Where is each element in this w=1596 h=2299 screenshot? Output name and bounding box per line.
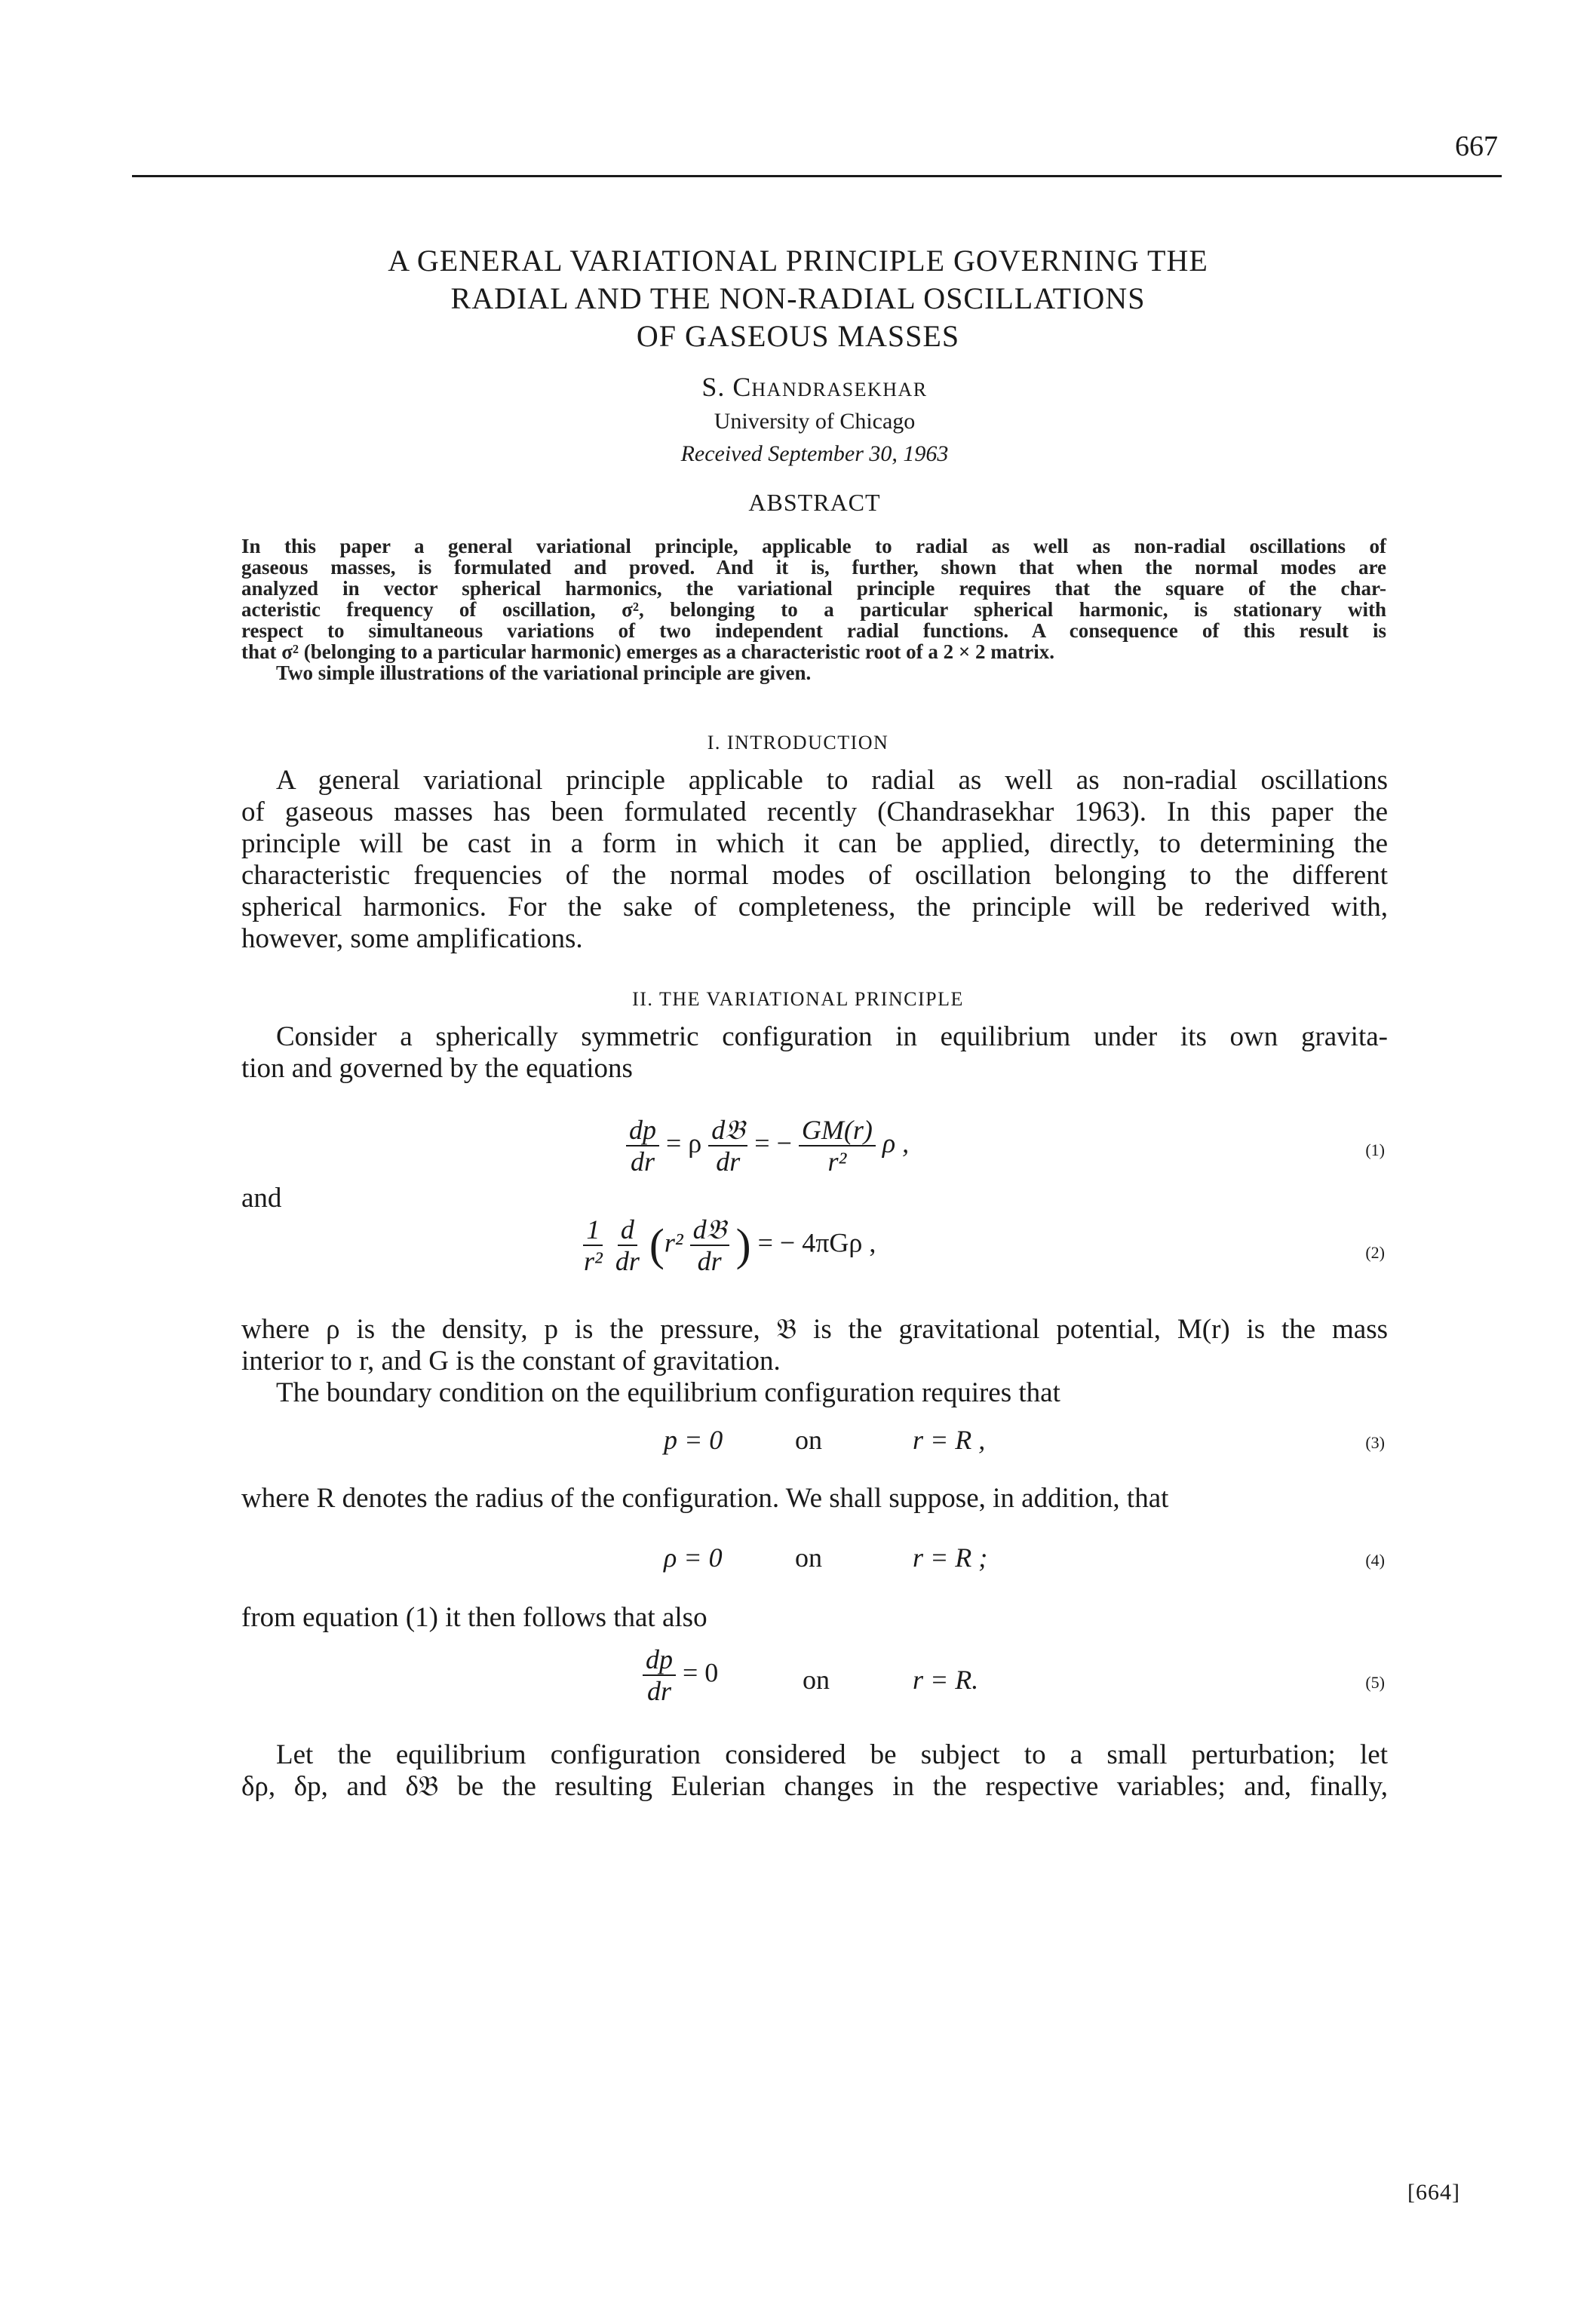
equation-number: (4) [1365,1551,1385,1570]
equation-5 [643,1644,718,1706]
denominator: dr [630,1146,655,1177]
body-line: The boundary condition on the equilibrium configuration requires that [276,1377,1060,1408]
equation-1 [626,1115,909,1177]
denominator: dr [716,1146,741,1177]
body-line: from equation (1) it then follows that also [241,1602,707,1633]
denominator: dr [697,1246,722,1276]
and-word: and [241,1183,282,1214]
equation-3-condition: r = R , [913,1425,986,1455]
page-number: 667 [1455,130,1498,162]
right-paren: ) [735,1220,751,1270]
body-line: Let the equilibrium configuration considered be subject to a small perturbation; let [276,1739,1388,1770]
intro-line: however, some amplifications. [241,923,583,954]
footer-code: [664] [1407,2180,1460,2205]
numerator: 1 [583,1214,603,1246]
abstract-line: In this paper a general variational principle, applicable to radial as well as non-radial oscillations of [241,535,1386,557]
abstract-line: Two simple illustrations of the variational principle are given. [276,661,812,684]
operator: = − [754,1128,799,1159]
numerator: d𝔅 [690,1214,729,1246]
rho-symbol: ρ , [882,1128,910,1159]
equation-3-on: on [795,1425,822,1455]
abstract-line: gaseous masses, is formulated and proved. And it is, further, shown that when the normal modes are [241,556,1386,579]
fraction [799,1115,876,1177]
numerator: GM(r) [799,1115,876,1146]
fraction [612,1214,643,1276]
r-squared: r² [664,1227,690,1258]
intro-line: principle will be cast in a form in which it can be applied, directly, to determining the [241,828,1388,859]
intro-line: of gaseous masses has been formulated recently (Chandrasekhar 1963). In this paper the [241,797,1388,827]
title-line-1: A GENERAL VARIATIONAL PRINCIPLE GOVERNING THE [388,244,1208,278]
equation-3-lhs: p = 0 [664,1425,723,1455]
equation-rhs: = − 4πGρ , [757,1227,876,1258]
intro-line: spherical harmonics. For the sake of completeness, the principle will be rederived with, [241,892,1388,922]
fraction [626,1115,659,1177]
body-line: where ρ is the density, p is the pressure, 𝔅 is the gravitational potential, M(r) is the mass [241,1314,1388,1345]
title-line-3: OF GASEOUS MASSES [636,319,960,353]
equation-5-condition: r = R. [913,1665,979,1695]
numerator: dp [643,1644,676,1676]
author-surname: HANDRASEKHAR [751,379,928,401]
equation-5-on: on [803,1665,830,1695]
body-line: interior to r, and G is the constant of gravitation. [241,1346,781,1377]
denominator: dr [646,1676,671,1706]
body-line: δρ, δp, and δ𝔅 be the resulting Eulerian changes in the respective variables; and, finally, [241,1771,1388,1802]
abstract-line: that σ² (belonging to a particular harmonic) emerges as a characteristic root of a 2 × 2 matrix. [241,640,1054,663]
section-heading-variational-principle: II. THE VARIATIONAL PRINCIPLE [632,988,964,1010]
denominator: dr [615,1246,640,1276]
received-date: Received September 30, 1963 [680,441,949,466]
affiliation: University of Chicago [714,409,916,434]
abstract-line: acteristic frequency of oscillation, σ², belonging to a particular spherical harmonic, is stationary with [241,598,1386,621]
abstract-line: analyzed in vector spherical harmonics, the variational principle requires that the square of the char- [241,577,1386,600]
equation-rhs: = 0 [683,1657,719,1688]
left-paren: ( [649,1220,664,1270]
intro-line: A general variational principle applicable to radial as well as non-radial oscillations [276,765,1388,796]
equation-4-condition: r = R ; [913,1542,988,1573]
author-initial: S. C [701,372,752,402]
abstract-line: respect to simultaneous variations of two independent radial functions. A consequence of this result is [241,619,1386,642]
fraction [708,1115,747,1177]
equation-number: (3) [1365,1433,1385,1452]
equation-2 [581,1214,876,1276]
header-rule [132,175,1502,177]
intro-line: characteristic frequencies of the normal modes of oscillation belonging to the different [241,860,1388,891]
fraction [581,1214,606,1276]
equation-number: (1) [1365,1140,1385,1159]
operator: = ρ [666,1128,709,1159]
section-heading-introduction: I. INTRODUCTION [707,732,889,754]
fraction [690,1214,729,1276]
abstract-heading: ABSTRACT [748,489,881,516]
numerator: dp [626,1115,659,1146]
title-line-2: RADIAL AND THE NON-RADIAL OSCILLATIONS [450,281,1146,315]
body-line: where R denotes the radius of the configuration. We shall suppose, in addition, that [241,1483,1169,1514]
author [241,371,1388,403]
equation-4-lhs: ρ = 0 [664,1542,723,1573]
equation-number: (2) [1365,1243,1385,1262]
numerator: d [618,1214,637,1246]
numerator: d𝔅 [708,1115,747,1146]
denominator: r² [827,1146,847,1177]
equation-4-on: on [795,1542,822,1573]
denominator: r² [584,1246,603,1276]
body-line: tion and governed by the equations [241,1053,633,1084]
equation-number: (5) [1365,1673,1385,1692]
body-line: Consider a spherically symmetric configuration in equilibrium under its own gravita- [276,1021,1388,1052]
fraction [643,1644,676,1706]
